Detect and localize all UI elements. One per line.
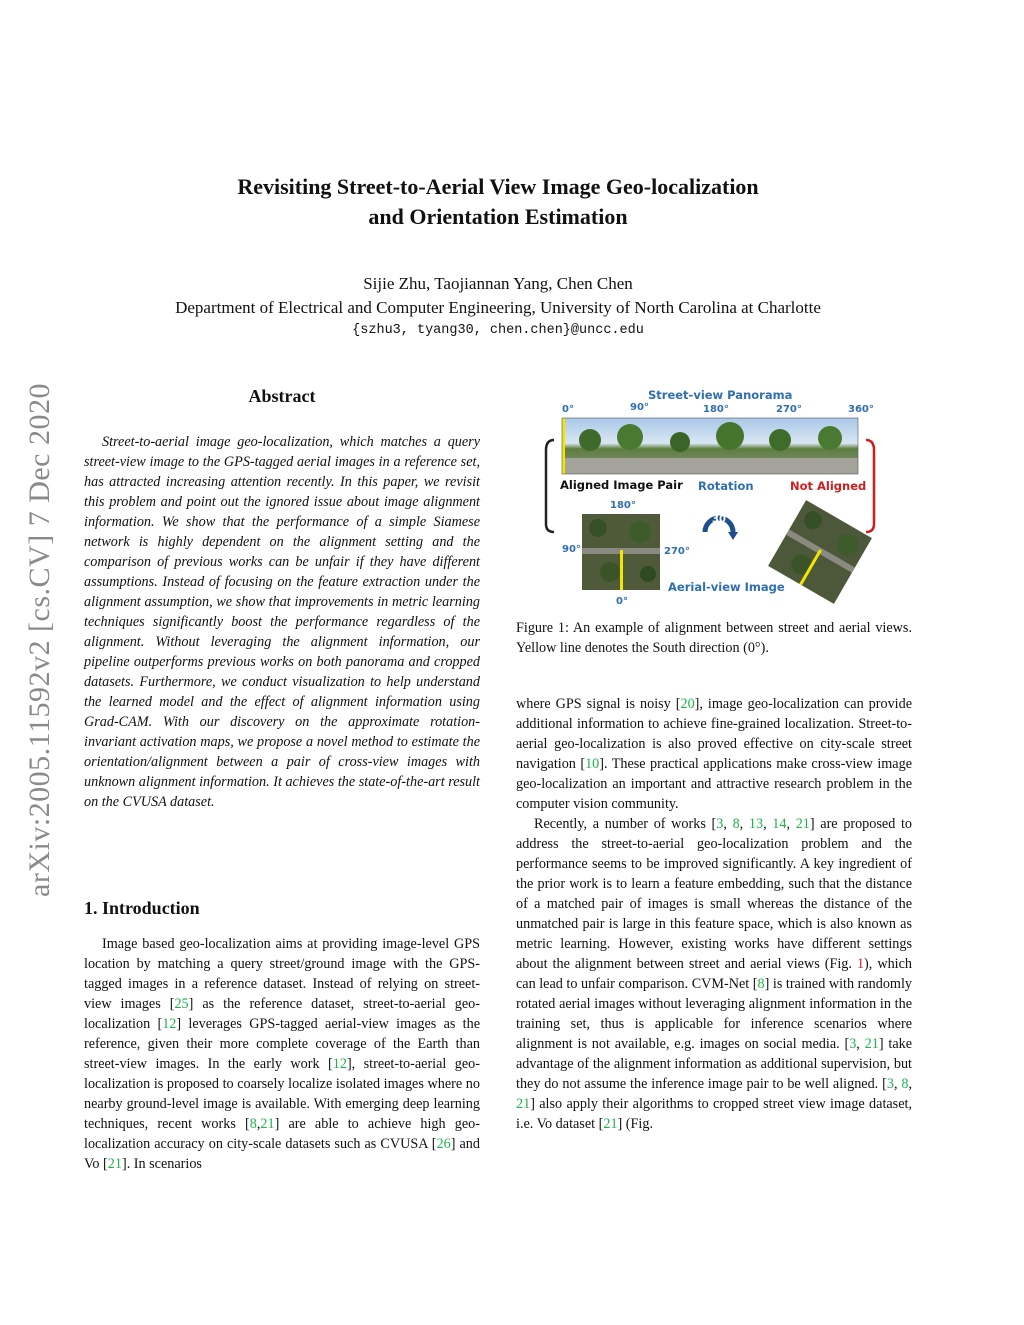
rotation-label: Rotation — [698, 479, 754, 493]
panorama-tick-360: 360° — [848, 404, 874, 415]
intro-p1: Image based geo-localization aims at providing image-level GPS location by matching a query street/ground image with the GPS-tagged images in a reference dataset. Instead of relying on street-view images [25] as the reference dataset, street-to-aerial geo-localization [12] leverages GPS-tagged aerial-view images as the reference, given their more complete coverage of the Earth than street-view images. In the early work [12], street-to-aerial geo-localization is proposed to coarsely localize isolated images where no nearby ground-level image is available. With emerging deep learning techniques, recent works [8,21] are able to achieve high geo-localization accuracy on city-scale datasets such as CVUSA [26] and Vo [21]. In scenarios — [84, 936, 481, 1172]
aerial-tick-180: 180° — [610, 500, 636, 511]
citation[interactable]: 21 — [603, 1116, 618, 1132]
aerial-tick-270: 270° — [664, 546, 690, 557]
aerial-title: Aerial-view Image — [668, 580, 785, 594]
abstract-text: Street-to-aerial image geo-localization, which matches a query street-view image to the GPS-tagged aerial images in a reference set, has attracted increasing attention recently. In this paper, we revisit this problem and point out the ignored issue about image alignment information. We show that the performance of a simple Siamese network is highly dependent on the alignment setting and the comparison of previous works can be unfair if they have different assumptions. Instead of focusing on the feature extraction under the alignment assumption, we show that improvements in metric learning techniques significantly boost the performance regardless of the alignment. Without leveraging the alignment information, our pipeline outperforms previous works on both panorama and cropped datasets. Furthermore, we conduct visualization to help understand the learned model and the effect of alignment information using Grad-CAM. With our discovery on the approximate rotation-invariant activation maps, we propose a novel method to estimate the orientation/alignment between a pair of cross-view images with unknown alignment information. It achieves the state-of-the-art result on the CVUSA dataset. — [84, 434, 480, 810]
arxiv-side-banner: arXiv:2005.11592v2 [cs.CV] 7 Dec 2020 — [23, 383, 56, 897]
right-p2: Recently, a number of works [3, 8, 13, 14, 21] are proposed to address the street-to-aerial geo-localization problem and the performance seems to be improved significantly. A key ingredient of the prior work is to learn a feature embedding, such that the distance of a matched pair of images is small whereas the distance of the unmatched pair is large in this feature space, which is also known as metric learning. However, existing works have different settings about the alignment between street and aerial views (Fig. 1), which can lead to unfair comparison. CVM-Net [8] is trained with randomly rotated aerial images without leveraging alignment information in the training set, thus is applicable for inference scenarios where alignment is not available, e.g. images on social media. [3, 21] take advantage of the alignment information as additional supervision, but they do not assume the inference image pair to be well aligned. [3, 8, 21] also apply their algorithms to cropped street view image dataset, i.e. Vo dataset [21] (Fig. — [516, 816, 913, 1132]
rotation-value: 30° — [712, 514, 731, 525]
figure-1-graphic — [540, 382, 900, 610]
citation[interactable]: 20 — [680, 696, 695, 712]
title-line-2: and Orientation Estimation — [368, 204, 628, 229]
not-aligned-bracket — [866, 440, 874, 532]
introduction-paragraph — [84, 934, 480, 1174]
citation[interactable]: 12 — [332, 1056, 347, 1072]
aligned-pair-label: Aligned Image Pair — [560, 478, 683, 492]
right-p1: where GPS signal is noisy [20], image geo-localization can provide additional information to achieve fine-grained localization. Street-to-aerial geo-localization is also proved effective on city-scale street navigation [10]. These practical applications make cross-view image geo-localization an important and attractive research problem in the computer vision community. — [516, 696, 912, 812]
aligned-bracket — [546, 440, 554, 532]
not-aligned-label: Not Aligned — [790, 479, 867, 493]
abstract-body — [84, 432, 480, 812]
citation[interactable]: 12 — [162, 1016, 177, 1032]
citation[interactable]: 21 — [864, 1036, 879, 1052]
title-line-1: Revisiting Street-to-Aerial View Image Geo-localization — [237, 174, 759, 199]
citation[interactable]: 14 — [772, 816, 787, 832]
section-heading-introduction: 1. Introduction — [84, 898, 200, 918]
panorama-tick-0: 0° — [562, 404, 574, 415]
figure-1-caption: Figure 1: An example of alignment between street and aerial views. Yellow line denotes the South direction (0°). — [516, 620, 912, 656]
citation[interactable]: 13 — [748, 816, 764, 832]
paper-title — [150, 172, 846, 232]
citation[interactable]: 3 — [849, 1036, 857, 1052]
abstract-heading: Abstract — [248, 386, 316, 406]
citation[interactable]: 8 — [757, 976, 765, 992]
panorama-title: Street-view Panorama — [648, 388, 793, 402]
emails: {szhu3, tyang30, chen.chen}@uncc.edu — [352, 323, 644, 338]
right-column-text — [516, 694, 912, 1134]
figure-ref[interactable]: 1 — [856, 956, 865, 972]
aerial-tick-0: 0° — [616, 596, 628, 607]
citation[interactable]: 25 — [174, 996, 189, 1012]
panorama-tick-90: 90° — [630, 402, 649, 413]
authors: Sijie Zhu, Taojiannan Yang, Chen Chen — [363, 274, 633, 293]
citation[interactable]: 21 — [260, 1116, 275, 1132]
figure-1 — [540, 382, 900, 610]
affiliation: Department of Electrical and Computer Engineering, University of North Carolina at Charlotte — [175, 298, 821, 317]
citation[interactable]: 26 — [436, 1136, 451, 1152]
citation[interactable]: 21 — [795, 816, 810, 832]
citation[interactable]: 3 — [886, 1076, 894, 1092]
aerial-tick-90: 90° — [562, 544, 581, 555]
panorama-tick-180: 180° — [703, 404, 729, 415]
citation[interactable]: 10 — [585, 756, 600, 772]
citation[interactable]: 21 — [516, 1096, 531, 1112]
citation[interactable]: 3 — [716, 816, 724, 832]
citation[interactable]: 21 — [107, 1156, 122, 1172]
aerial-south-line — [620, 550, 623, 590]
panorama-south-line — [562, 418, 565, 474]
panorama-tick-270: 270° — [776, 404, 802, 415]
citation[interactable]: 8 — [901, 1076, 909, 1092]
citation[interactable]: 8 — [249, 1116, 257, 1132]
citation[interactable]: 8 — [732, 816, 740, 832]
